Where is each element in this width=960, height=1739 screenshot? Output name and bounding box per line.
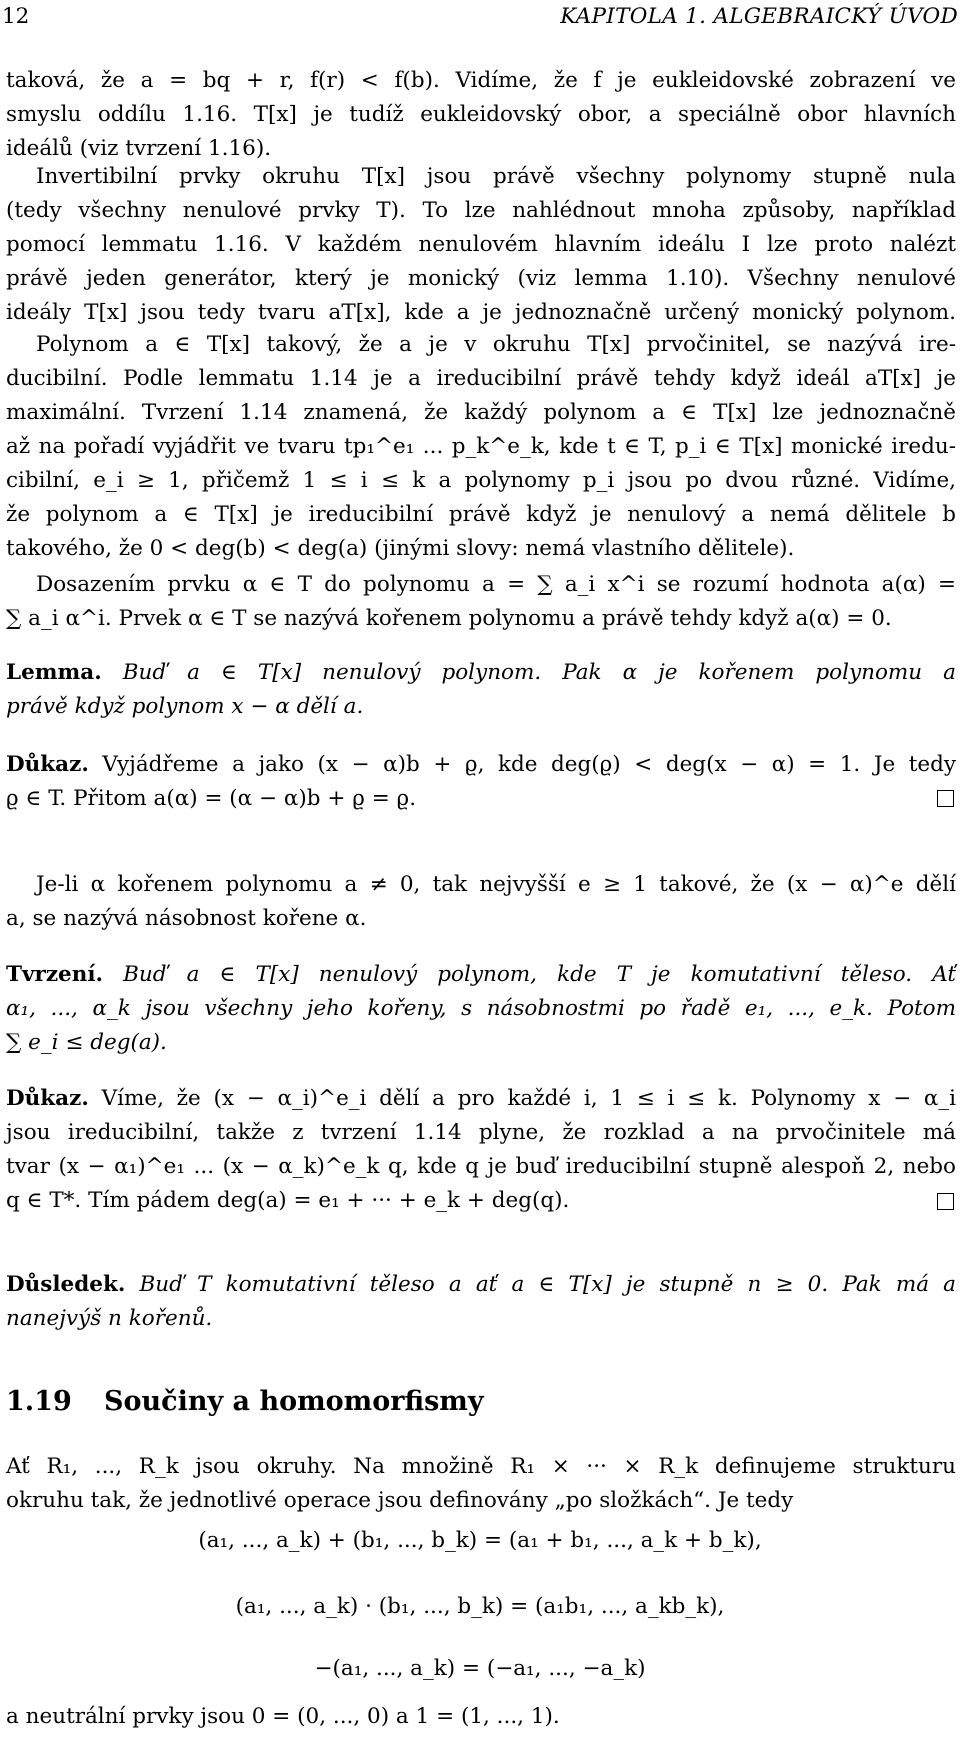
text-line: a, se nazývá násobnost kořene α.: [6, 906, 367, 931]
text-line: Je-li α kořenem polynomu a ≠ 0, tak nejvyšší e ≥ 1 takové, že (x − α)^e dělí: [36, 872, 956, 897]
page-number: 12: [2, 4, 30, 29]
theorem-text: α₁, ..., α_k jsou všechny jeho kořeny, s násobnostmi po řadě e₁, ..., e_k. Potom: [6, 996, 956, 1021]
proof-block-2: [6, 1082, 956, 1218]
text-line: Ať R₁, ..., R_k jsou okruhy. Na množině R₁ × ··· × R_k definujeme strukturu: [6, 1454, 956, 1479]
page-header: [2, 4, 958, 32]
text-line: až na pořadí vyjádřit ve tvaru tp₁^e₁ ... p_k^e_k, kde t ∈ T, p_i ∈ T[x] monické iredu-: [6, 434, 956, 459]
proof-text: q ∈ T*. Tím pádem deg(a) = e₁ + ··· + e_k + deg(q).: [6, 1188, 570, 1213]
lemma-label: Lemma.: [6, 660, 102, 685]
irreducible-paragraph: [6, 328, 956, 566]
text-line: pomocí lemmatu 1.16. V každém nenulovém hlavním ideálu I lze proto nalézt: [6, 232, 956, 257]
lemma-text: Buď a ∈ T[x] nenulový polynom. Pak α je kořenem polynomu a: [122, 660, 956, 685]
text-line: taková, že a = bq + r, f(r) < f(b). Vidíme, že f je eukleidovské zobrazení ve: [6, 68, 956, 93]
multiplicity-paragraph: [6, 868, 956, 936]
text-line: ideálů (viz tvrzení 1.16).: [6, 136, 272, 161]
text-line: cibilní, e_i ≥ 1, přičemž 1 ≤ i ≤ k a polynomy p_i jsou po dvou různé. Vidíme,: [6, 468, 956, 493]
text-line: a neutrální prvky jsou 0 = (0, ..., 0) a 1 = (1, ..., 1).: [6, 1704, 560, 1729]
proof-text: jsou ireducibilní, takže z tvrzení 1.14 plyne, že rozklad a na prvočinitele má: [6, 1120, 956, 1145]
section-title: Součiny a homomorfismy: [104, 1386, 484, 1417]
text-line: Invertibilní prvky okruhu T[x] jsou právě všechny polynomy stupně nula: [36, 164, 956, 189]
text-line: ducibilní. Podle lemmatu 1.14 je a ireducibilní právě tehdy když ideál aT[x] je: [6, 366, 956, 391]
text-line: Dosazením prvku α ∈ T do polynomu a = ∑ a_i x^i se rozumí hodnota a(α) =: [36, 572, 956, 597]
theorem-label: Tvrzení.: [6, 962, 103, 987]
text-line: že polynom a ∈ T[x] je ireducibilní právě když je nenulový a nemá dělitele b: [6, 502, 956, 527]
qed-square-icon: [937, 790, 954, 807]
proof-text: ϱ ∈ T. Přitom a(α) = (α − α)b + ϱ = ϱ.: [6, 786, 417, 811]
section-number: 1.19: [6, 1386, 72, 1417]
text-line: smyslu oddílu 1.16. T[x] je tudíž eukleidovský obor, a speciálně obor hlavních: [6, 102, 956, 127]
theorem-text: Buď a ∈ T[x] nenulový polynom, kde T je komutativní těleso. Ať: [123, 962, 956, 987]
proof-label: Důkaz.: [6, 752, 89, 777]
text-line: maximální. Tvrzení 1.14 znamená, že každý polynom a ∈ T[x] lze jednoznačně: [6, 400, 956, 425]
theorem-block: [6, 958, 956, 1060]
equation-negation: −(a₁, ..., a_k) = (−a₁, ..., −a_k): [314, 1656, 646, 1681]
section-heading: [6, 1386, 484, 1417]
equation-sum: (a₁, ..., a_k) + (b₁, ..., b_k) = (a₁ + b₁, ..., a_k + b_k),: [198, 1528, 762, 1553]
final-line: [6, 1700, 956, 1734]
text-line: ∑ a_i α^i. Prvek α ∈ T se nazývá kořenem polynomu a právě tehdy když a(α) = 0.: [6, 606, 892, 631]
qed-square-icon: [937, 1193, 954, 1210]
corollary-block: [6, 1268, 956, 1336]
proof-text: Vyjádřeme a jako (x − α)b + ϱ, kde deg(ϱ) < deg(x − α) = 1. Je tedy: [102, 752, 956, 777]
corollary-text: Buď T komutativní těleso a ať a ∈ T[x] je stupně n ≥ 0. Pak má a: [139, 1272, 957, 1297]
intro-paragraph: [6, 64, 956, 166]
corollary-text: nanejvýš n kořenů.: [6, 1306, 213, 1331]
text-line: Polynom a ∈ T[x] takový, že a je v okruhu T[x] prvočinitel, se nazývá ire-: [36, 332, 956, 357]
proof-label: Důkaz.: [6, 1086, 89, 1111]
running-title: KAPITOLA 1. ALGEBRAICKÝ ÚVOD: [560, 4, 958, 29]
invertible-paragraph: [6, 160, 956, 330]
text-line: okruhu tak, že jednotlivé operace jsou definovány „po složkách“. Je tedy: [6, 1488, 794, 1513]
proof-block-1: [6, 748, 956, 816]
text-line: ideály T[x] jsou tedy tvaru aT[x], kde a je jednoznačně určený monický polynom.: [6, 300, 956, 325]
proof-text: tvar (x − α₁)^e₁ ... (x − α_k)^e_k q, kde q je buď ireducibilní stupně alespoň 2, nebo: [6, 1154, 956, 1179]
corollary-label: Důsledek.: [6, 1272, 126, 1297]
lemma-block: [6, 656, 956, 724]
substitution-paragraph: [6, 568, 956, 636]
lemma-text: právě když polynom x − α dělí a.: [6, 694, 364, 719]
text-line: takového, že 0 < deg(b) < deg(a) (jinými slovy: nemá vlastního dělitele).: [6, 536, 795, 561]
text-line: právě jeden generátor, který je monický (viz lemma 1.10). Všechny nenulové: [6, 266, 956, 291]
text-line: (tedy všechny nenulové prvky T). To lze nahlédnout mnoha způsoby, například: [6, 198, 956, 223]
theorem-text: ∑ e_i ≤ deg(a).: [6, 1030, 167, 1055]
equation-product: (a₁, ..., a_k) · (b₁, ..., b_k) = (a₁b₁, ..., a_kb_k),: [235, 1594, 725, 1619]
proof-text: Víme, že (x − α_i)^e_i dělí a pro každé i, 1 ≤ i ≤ k. Polynomy x − α_i: [101, 1086, 956, 1111]
products-paragraph: [6, 1450, 956, 1518]
